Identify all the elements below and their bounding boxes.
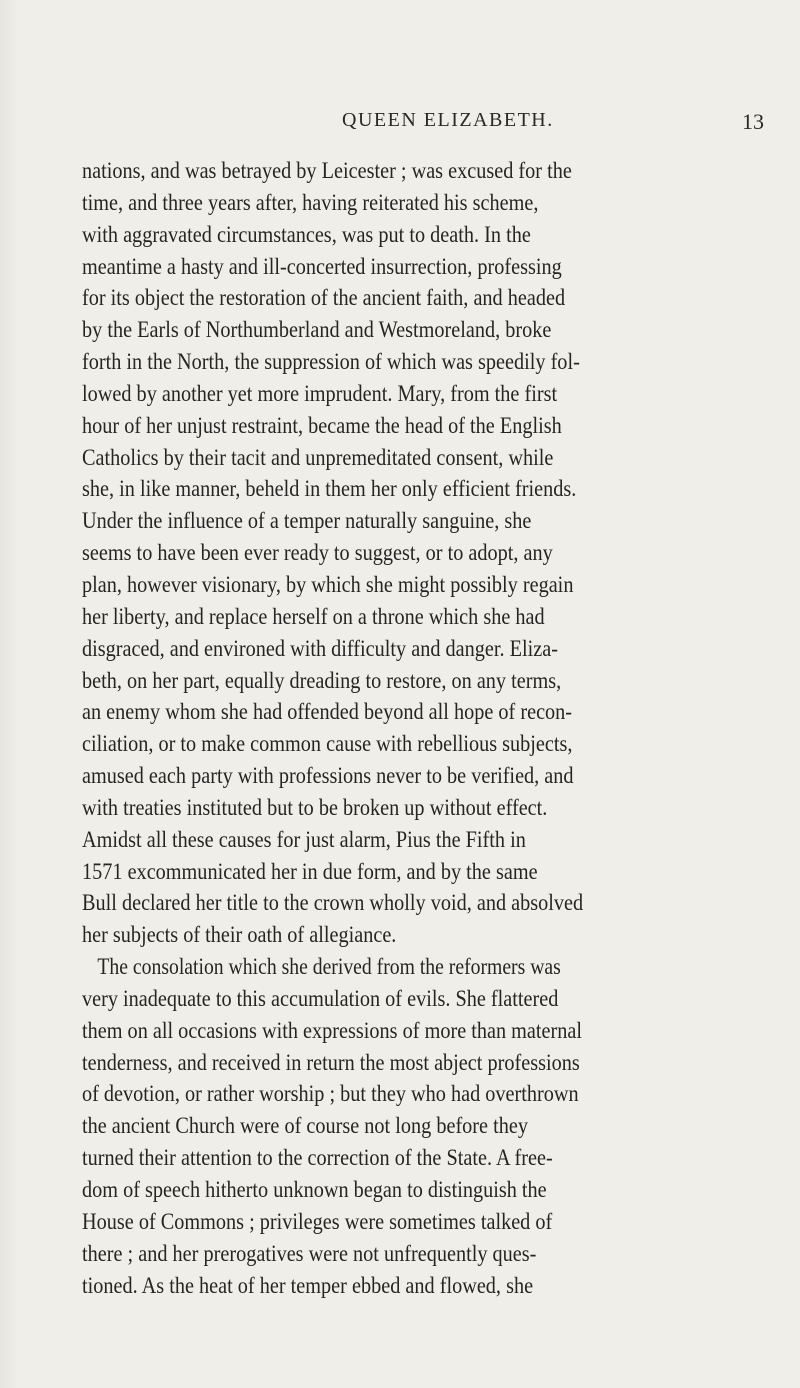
text-line: 1571 excommunicated her in due form, and by the same — [82, 858, 538, 884]
text-line: disgraced, and environed with difficulty and danger. Eliza- — [82, 635, 559, 661]
text-line: forth in the North, the suppression of which was speedily fol- — [82, 349, 580, 375]
text-line: tenderness, and received in return the most abject professions — [82, 1049, 580, 1075]
text-line: ciliation, or to make common cause with rebellious subjects, — [82, 731, 573, 757]
text-line: with aggravated circumstances, was put to death. In the — [82, 221, 531, 247]
text-line: with treaties instituted but to be broken up without effect. — [82, 794, 548, 820]
page-gutter-shadow — [0, 0, 18, 1388]
text-line: amused each party with professions never to be verified, and — [82, 763, 574, 789]
body-text — [82, 155, 800, 1301]
text-line: her liberty, and replace herself on a throne which she had — [82, 603, 545, 629]
text-line: Bull declared her title to the crown wholly void, and absolved — [82, 890, 584, 916]
text-line: there ; and her prerogatives were not unfrequently ques- — [82, 1240, 537, 1266]
text-line: Amidst all these causes for just alarm, Pius the Fifth in — [82, 826, 526, 852]
text-line: meantime a hasty and ill-concerted insurrection, professing — [82, 253, 562, 279]
text-line: for its object the restoration of the ancient faith, and headed — [82, 285, 566, 311]
text-line: turned their attention to the correction of the State. A free- — [82, 1145, 553, 1171]
text-line: her subjects of their oath of allegiance. — [82, 922, 397, 948]
text-line: beth, on her part, equally dreading to restore, on any terms, — [82, 667, 562, 693]
page-number: 13 — [742, 109, 764, 134]
text-line: very inadequate to this accumulation of evils. She flattered — [82, 985, 559, 1011]
text-line: the ancient Church were of course not long before they — [82, 1113, 528, 1139]
text-line: lowed by another yet more imprudent. Mary, from the first — [82, 380, 558, 406]
text-line: seems to have been ever ready to suggest, or to adopt, any — [82, 540, 553, 566]
text-line: Under the influence of a temper naturally sanguine, she — [82, 508, 532, 534]
text-line: dom of speech hitherto unknown began to distinguish the — [82, 1177, 547, 1202]
text-line: she, in like manner, beheld in them her only efficient friends. — [82, 476, 577, 502]
text-line: time, and three years after, having reiterated his scheme, — [82, 189, 539, 215]
text-line: nations, and was betrayed by Leicester ; was excused for the — [82, 158, 572, 183]
text-line: The consolation which she derived from the reformers was — [97, 954, 561, 980]
text-line: tioned. As the heat of her temper ebbed and flowed, she — [82, 1272, 534, 1298]
text-line: by the Earls of Northumberland and Westmoreland, broke — [82, 317, 552, 343]
text-line: of devotion, or rather worship ; but they who had overthrown — [82, 1081, 579, 1107]
text-line: House of Commons ; privileges were sometimes talked of — [82, 1208, 553, 1234]
text-line: plan, however visionary, by which she might possibly regain — [82, 571, 574, 597]
running-head — [0, 109, 800, 141]
text-line: Catholics by their tacit and unpremeditated consent, while — [82, 444, 554, 470]
running-title: QUEEN ELIZABETH. — [342, 109, 554, 131]
text-line: them on all occasions with expressions of more than maternal — [82, 1017, 583, 1043]
text-line: hour of her unjust restraint, became the head of the English — [82, 412, 562, 438]
text-line: an enemy whom she had offended beyond all hope of recon- — [82, 699, 573, 725]
